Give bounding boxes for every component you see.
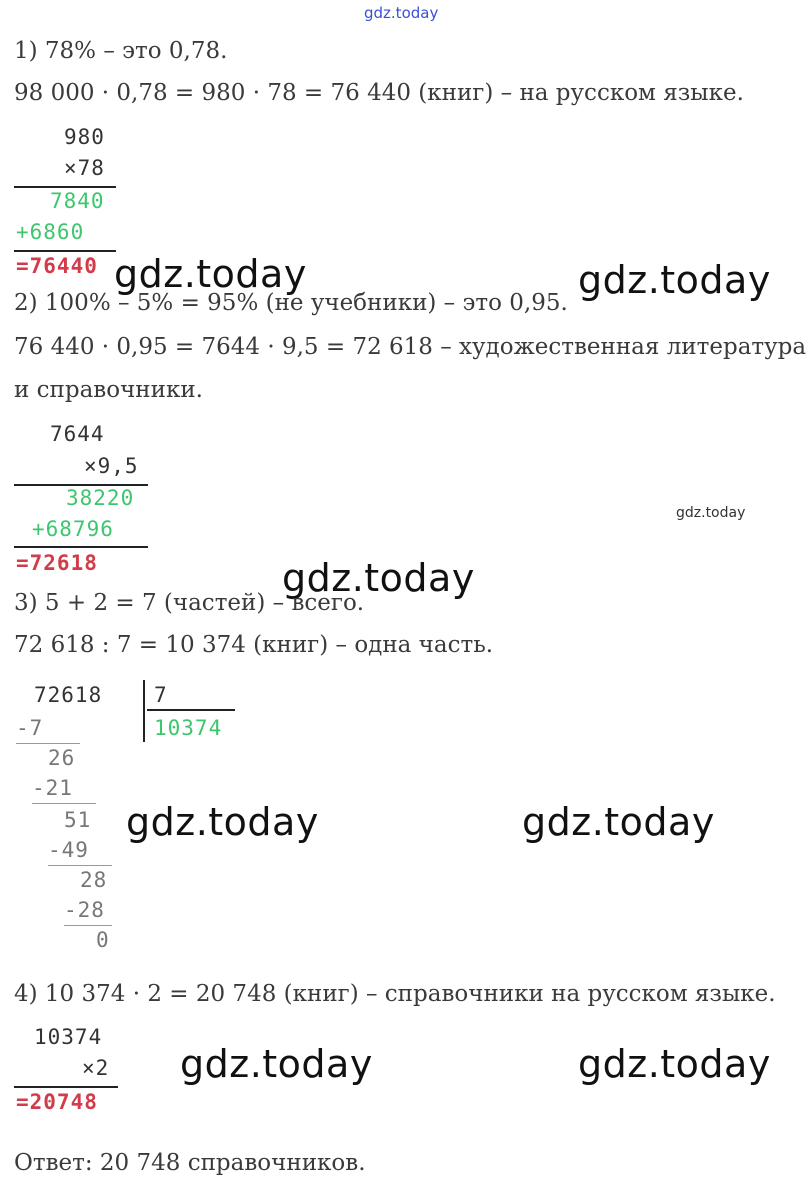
watermark: gdz.today [126, 800, 319, 844]
watermark: gdz.today [282, 556, 475, 600]
answer: Ответ: 20 748 справочников. [14, 1150, 366, 1176]
step1-line1: 1) 78% – это 0,78. [14, 38, 228, 64]
step2-rule-2 [14, 546, 148, 548]
watermark: gdz.today [522, 800, 715, 844]
division-rule [48, 865, 112, 866]
division-step: 51 [64, 808, 92, 832]
division-step: -28 [64, 898, 105, 922]
step1-multiplicand: 980 [64, 125, 105, 149]
step1-result: =76440 [16, 254, 98, 278]
step1-multiplier: ×78 [64, 156, 105, 180]
step1-rule-1 [14, 186, 116, 188]
division-dividend: 72618 [34, 683, 103, 707]
step4-line1: 4) 10 374 · 2 = 20 748 (книг) – справочники на русском языке. [14, 981, 776, 1007]
division-divisor: 7 [154, 683, 168, 707]
division-step: 26 [48, 746, 76, 770]
step2-line1: 2) 100% – 5% = 95% (не учебники) – это 0,95. [14, 290, 568, 316]
step2-multiplicand: 7644 [50, 422, 105, 446]
step3-line1: 3) 5 + 2 = 7 (частей) – всего. [14, 590, 365, 616]
step2-line2: 76 440 · 0,95 = 7644 · 9,5 = 72 618 – художественная литература [14, 334, 807, 360]
step1-partial-2: +6860 [16, 220, 85, 244]
step3-line2: 72 618 : 7 = 10 374 (книг) – одна часть. [14, 632, 494, 658]
division-bar-vertical [143, 680, 145, 742]
division-step: 0 [96, 928, 110, 952]
step2-partial-1: 38220 [66, 486, 135, 510]
step4-multiplier: ×2 [82, 1056, 110, 1080]
watermark-top: gdz.today [364, 4, 439, 22]
watermark: gdz.today [180, 1042, 373, 1086]
watermark: gdz.today [114, 252, 307, 296]
step1-rule-2 [14, 250, 116, 252]
division-step: -21 [32, 776, 73, 800]
watermark-small: gdz.today [676, 505, 746, 521]
division-bar-horizontal [147, 709, 235, 711]
step4-multiplicand: 10374 [34, 1025, 103, 1049]
division-quotient: 10374 [154, 716, 223, 740]
watermark: gdz.today [578, 1042, 771, 1086]
step2-result: =72618 [16, 551, 98, 575]
division-step: -7 [16, 716, 44, 740]
division-step: 28 [80, 868, 108, 892]
watermark: gdz.today [578, 258, 771, 302]
division-step: -49 [48, 838, 89, 862]
step4-result: =20748 [16, 1090, 98, 1114]
step1-partial-1: 7840 [50, 189, 105, 213]
step2-line3: и справочники. [14, 377, 203, 403]
step4-rule [14, 1086, 118, 1088]
step2-partial-2: +68796 [32, 517, 114, 541]
division-rule [32, 803, 96, 804]
division-rule [64, 925, 112, 926]
division-rule [16, 743, 80, 744]
step2-multiplier: ×9,5 [84, 454, 139, 478]
step1-line2: 98 000 · 0,78 = 980 · 78 = 76 440 (книг) – на русском языке. [14, 80, 744, 106]
